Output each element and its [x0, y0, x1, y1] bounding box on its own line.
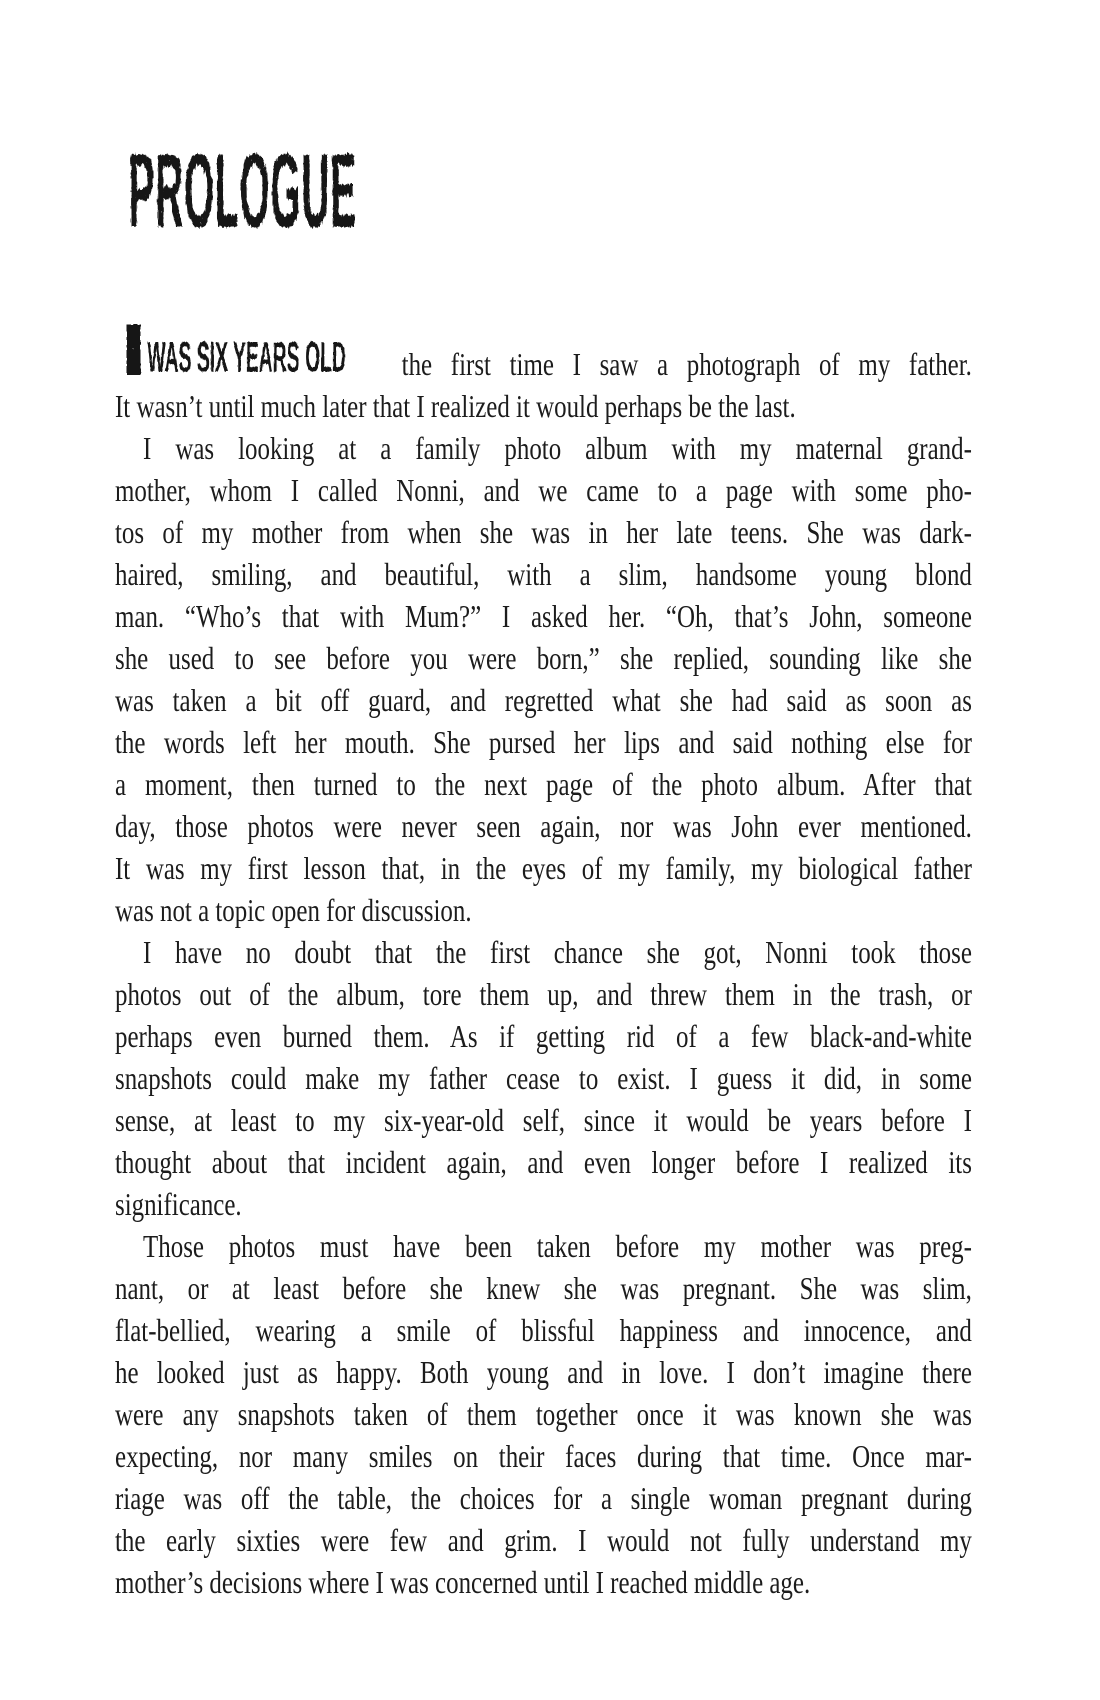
text-line: haired, smiling, and beautiful, with a slim, handsome young blond	[115, 556, 972, 592]
text-line: flat-bellied, wearing a smile of blissful happiness and innocence, and	[115, 1312, 972, 1348]
text-line: she used to see before you were born,” she replied, sounding like she	[115, 640, 972, 676]
text-line: It was my first lesson that, in the eyes of my family, my biological father	[115, 850, 972, 886]
text-line: expecting, nor many smiles on their faces during that time. Once mar-	[115, 1438, 972, 1474]
lead-in-small-caps: WAS SIX YEARS OLD	[147, 333, 346, 381]
text-line: was taken a bit off guard, and regretted what she had said as soon as	[115, 682, 972, 718]
text-line: Those photos must have been taken before my mother was preg-	[143, 1228, 972, 1264]
text-line: the first time I saw a photograph of my father.	[401, 346, 972, 382]
text-line: photos out of the album, tore them up, and threw them in the trash, or	[115, 976, 972, 1012]
text-line: he looked just as happy. Both young and in love. I don’t imagine there	[115, 1354, 972, 1390]
text-line: the words left her mouth. She pursed her lips and said nothing else for	[115, 724, 972, 760]
body-text	[115, 343, 972, 1603]
text-line: the early sixties were few and grim. I would not fully understand my	[115, 1522, 972, 1558]
text-line: I was looking at a family photo album with my maternal grand-	[143, 430, 972, 466]
text-line: perhaps even burned them. As if getting rid of a few black-and-white	[115, 1018, 972, 1054]
chapter-title-text: PROLOGUE	[128, 131, 357, 248]
text-line: sense, at least to my six-year-old self, since it would be years before I	[115, 1102, 972, 1138]
text-line: day, those photos were never seen again, nor was John ever mentioned.	[115, 808, 972, 844]
text-line: were any snapshots taken of them together once it was known she was	[115, 1396, 972, 1432]
text-line: snapshots could make my father cease to exist. I guess it did, in some	[115, 1060, 972, 1096]
text-line: I have no doubt that the first chance she got, Nonni took those	[143, 934, 972, 970]
text-line: tos of my mother from when she was in her late teens. She was dark-	[115, 514, 972, 550]
text-line: was not a topic open for discussion.	[115, 892, 472, 928]
text-line: mother, whom I called Nonni, and we came to a page with some pho-	[115, 472, 972, 508]
text-line: mother’s decisions where I was concerned until I reached middle age.	[115, 1564, 811, 1600]
text-line: nant, or at least before she knew she was pregnant. She was slim,	[115, 1270, 972, 1306]
text-line: riage was off the table, the choices for a single woman pregnant during	[115, 1480, 972, 1516]
chapter-title	[128, 131, 745, 248]
text-line: significance.	[115, 1186, 242, 1222]
text-line: It wasn’t until much later that I realized it would perhaps be the last.	[115, 388, 796, 424]
text-line: a moment, then turned to the next page of the photo album. After that	[115, 766, 972, 802]
text-line: thought about that incident again, and even longer before I realized its	[115, 1144, 972, 1180]
text-line: man. “Who’s that with Mum?” I asked her. “Oh, that’s John, someone	[115, 598, 972, 634]
